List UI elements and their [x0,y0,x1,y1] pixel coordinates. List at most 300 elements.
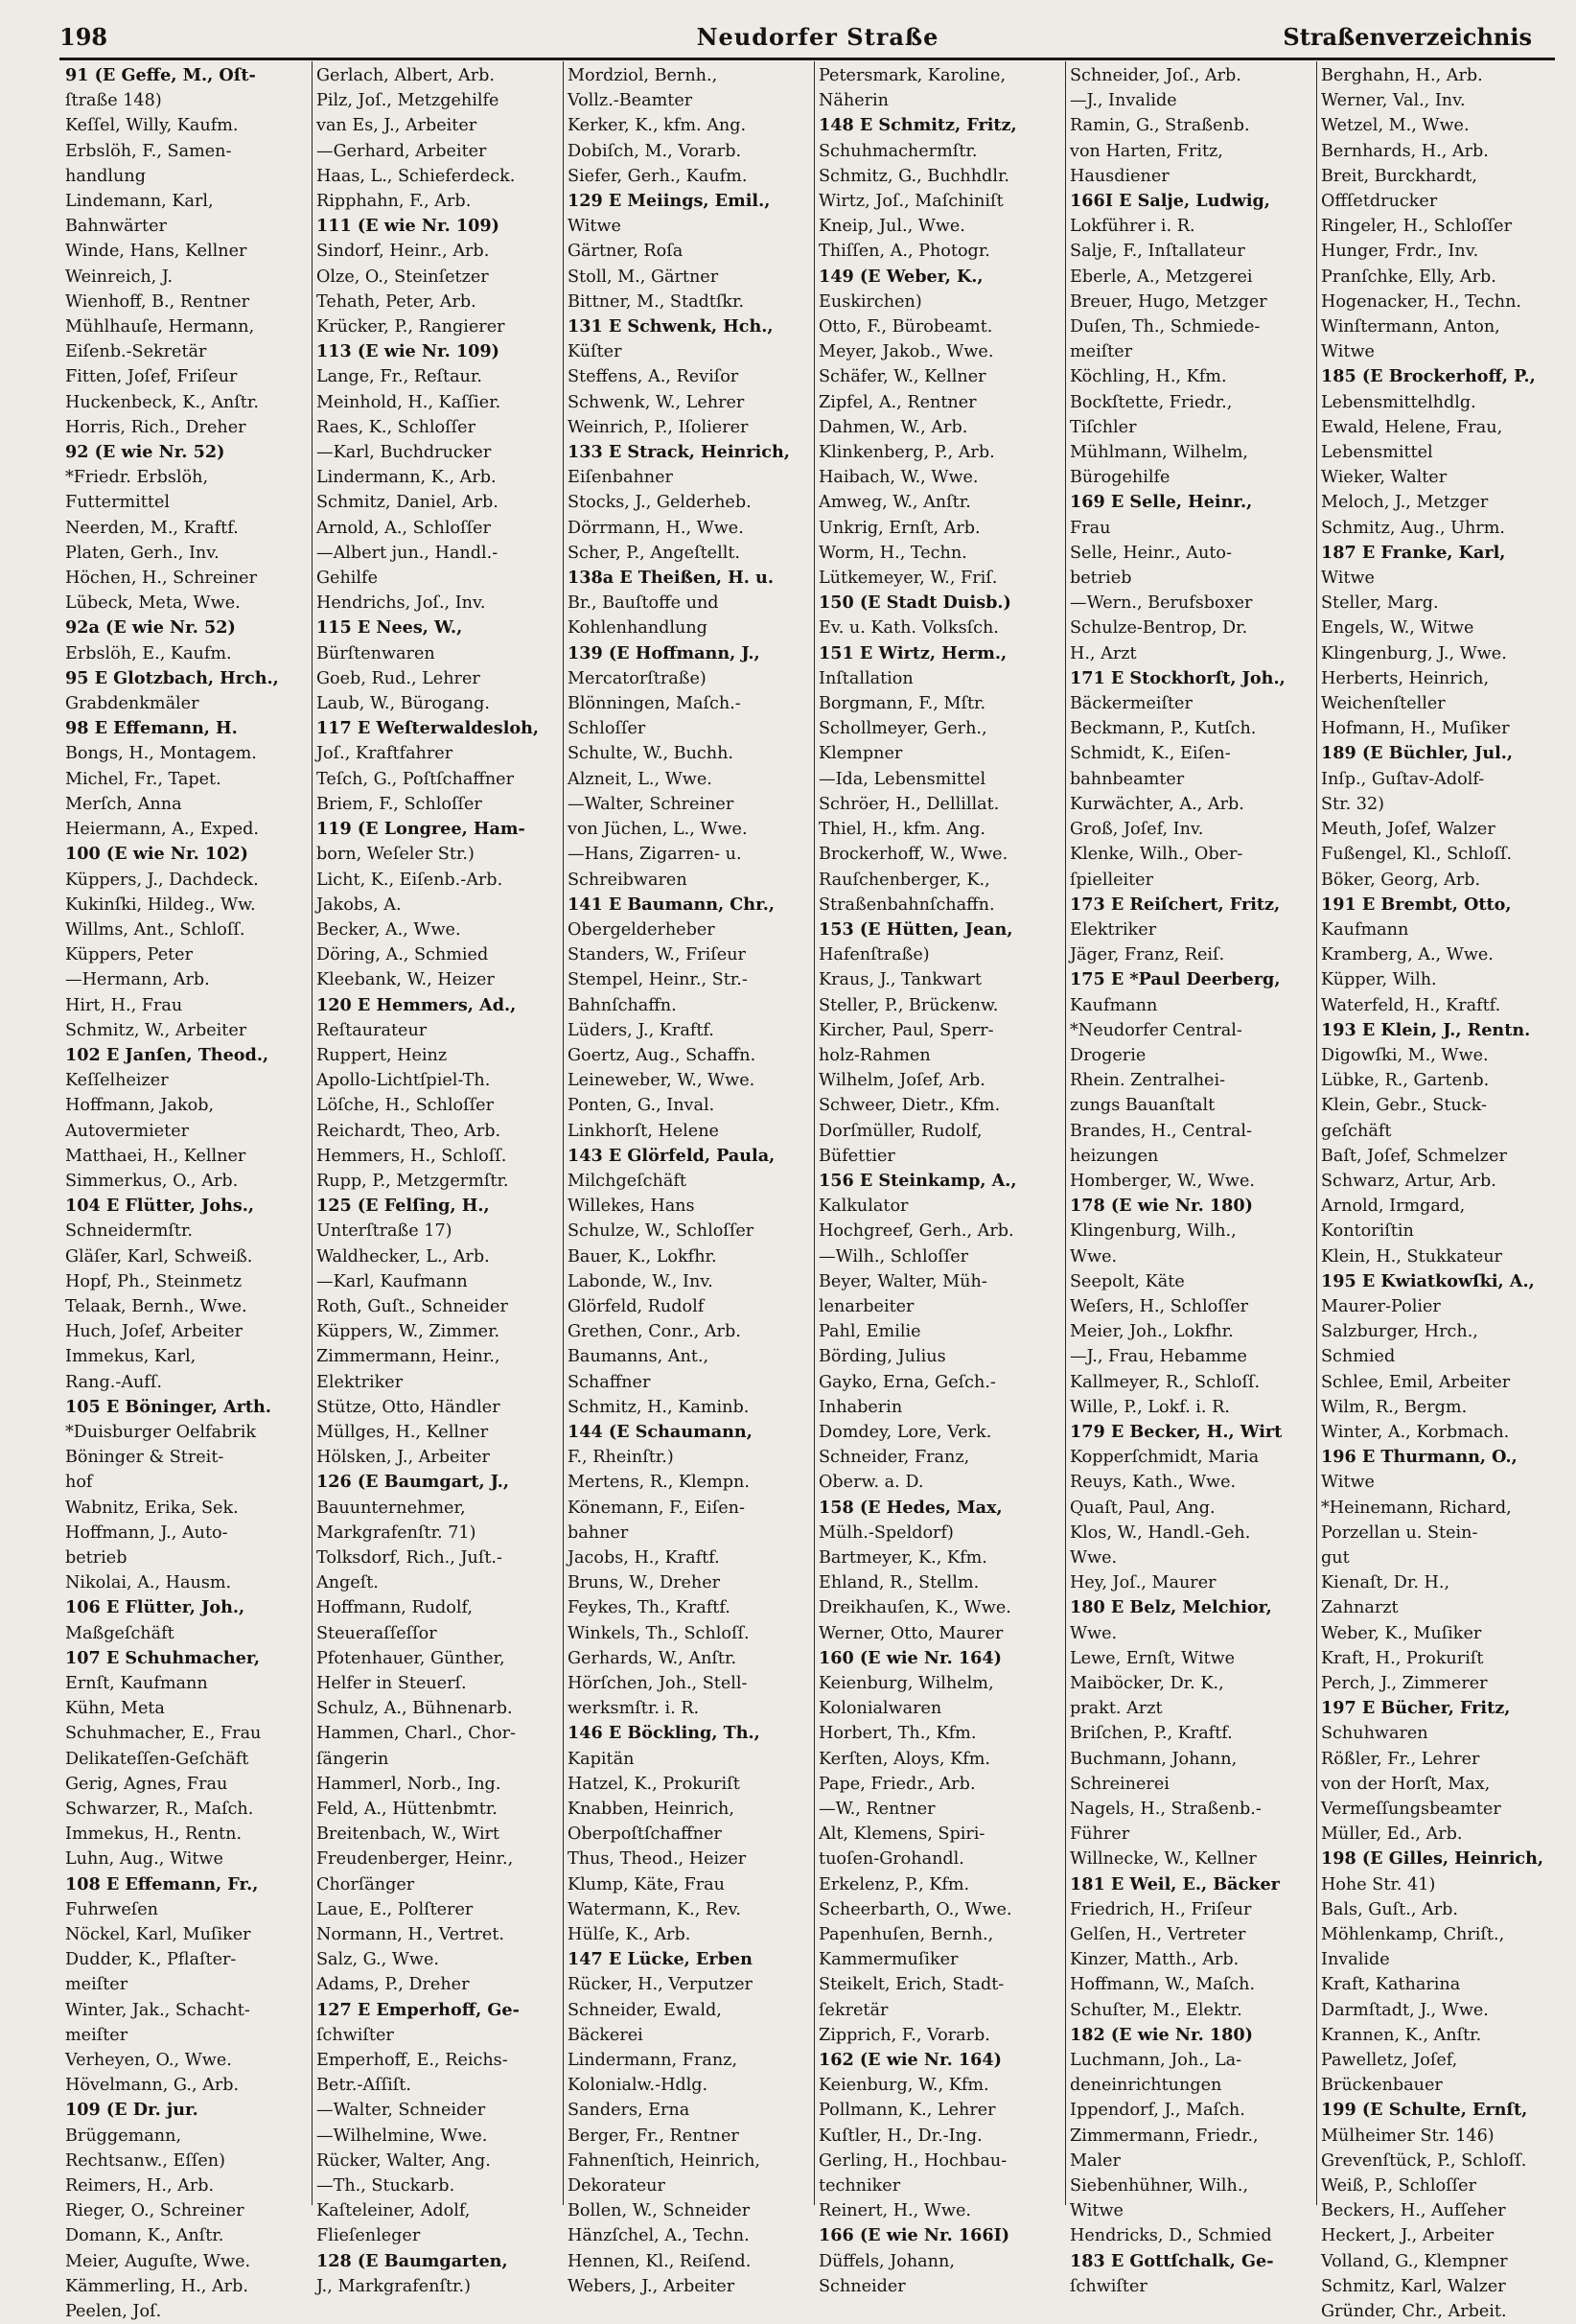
directory-entry: Nöckel, Karl, Muſiker [65,1925,251,1945]
directory-entry: Heiermann, A., Exped. [65,820,260,840]
directory-entry: Schuſter, M., Elektr. [1070,2000,1242,2020]
directory-entry: Tehath, Peter, Arb. [316,291,476,312]
directory-entry: Reimers, H., Arb. [65,2176,215,2196]
header-rule [59,58,1555,60]
directory-entry: Gelſen, H., Vertreter [1070,1925,1246,1945]
directory-entry: Hunger, Frdr., Inv. [1321,242,1479,262]
directory-entry: Werner, Otto, Maurer [819,1623,1004,1643]
directory-entry: Schreibwaren [568,870,687,890]
directory-entry: Schmied [1321,1347,1396,1367]
directory-entry: Kaufmann [1070,995,1158,1015]
directory-entry: Ramin, G., Straßenb. [1070,116,1250,136]
directory-entry: Zipprich, F., Vorarb. [819,2025,990,2045]
directory-entry: Küppers, J., Dachdeck. [65,870,259,890]
directory-entry: ſängerin [316,1749,389,1769]
directory-entry: Lüders, J., Kraftf. [568,1020,714,1040]
directory-entry: Lübke, R., Gartenb. [1321,1071,1490,1091]
directory-entry: Straßenbahnſchaffn. [819,895,995,915]
directory-entry: bahner [568,1522,629,1543]
directory-entry: Sindorf, Heinr., Arb. [316,242,490,262]
directory-entry: Ernſt, Kaufmann [65,1674,208,1693]
directory-entry: Drogerie [1070,1045,1147,1065]
directory-entry: Willnecke, W., Kellner [1070,1849,1257,1870]
directory-entry: Delikateſſen-Geſchäft [65,1749,249,1769]
directory-entry: 183 E Gottſchalk, Ge- [1070,2250,1274,2271]
directory-entry: 98 E Effemann, H. [65,718,238,739]
directory-entry: Quaſt, Paul, Ang. [1070,1498,1216,1518]
directory-entry: Grevenſtück, P., Schloſſ. [1321,2150,1527,2171]
directory-entry: Schuhmachermſtr. [819,141,978,161]
directory-entry: Wienhoff, B., Rentner [65,291,250,312]
directory-entry: Krücker, P., Rangierer [316,317,505,337]
directory-entry: Siefer, Gerh., Kaufm. [568,166,748,186]
directory-entry: Lokführer i. R. [1070,217,1195,237]
directory-entry: Maßgeſchäft [65,1623,174,1643]
directory-entry: Wilm, R., Bergm. [1321,1397,1468,1417]
directory-entry: Kircher, Paul, Sperr- [819,1020,994,1040]
directory-entry: Winſtermann, Anton, [1321,317,1500,337]
directory-entry: Engels, W., Witwe [1321,618,1474,639]
directory-entry: Schneidermſtr. [65,1221,194,1242]
directory-entry: 144 (E Schaumann, [568,1421,753,1442]
directory-entry: Ruppert, Heinz [316,1045,448,1065]
directory-entry: Offſetdrucker [1321,192,1438,212]
directory-entry: Breit, Burckhardt, [1321,166,1477,186]
directory-entry: Meier, Joh., Lokfhr. [1070,1322,1234,1342]
directory-entry: Inhaberin [819,1397,903,1417]
directory-entry: Breuer, Hugo, Metzger [1070,291,1267,312]
directory-entry: Breitenbach, W., Wirt [316,1824,499,1845]
directory-entry: Kaufmann [1321,919,1409,940]
directory-entry: Dörrmann, H., Wwe. [568,518,744,538]
directory-entry: Oberw. a. D. [819,1473,924,1493]
directory-entry: Markgrafenſtr. 71) [316,1522,476,1543]
directory-entry: —Karl, Buchdrucker [316,443,492,463]
directory-entry: 149 (E Weber, K., [819,266,984,287]
directory-entry: Führer [1070,1824,1130,1845]
directory-entry: Weiß, P., Schloſſer [1321,2176,1476,2196]
directory-entry: Raes, K., Schloſſer [316,417,475,437]
directory-entry: Arnold, A., Schloſſer [316,518,491,538]
directory-entry: Hammen, Charl., Chor- [316,1724,516,1744]
directory-entry: Gärtner, Roſa [568,242,684,262]
directory-entry: Hörſchen, Joh., Stell- [568,1674,748,1693]
directory-entry: van Es, J., Arbeiter [316,116,477,136]
directory-entry: Huch, Joſef, Arbeiter [65,1322,243,1342]
directory-entry: Jäger, Franz, Reiſ. [1070,945,1225,965]
directory-entry: Hoffmann, Rudolf, [316,1598,473,1618]
directory-entry: Apollo-Lichtſpiel-Th. [316,1071,491,1091]
directory-entry: Kleebank, W., Heizer [316,970,495,990]
directory-entry: Lindermann, Franz, [568,2051,738,2071]
directory-entry: Betr.-Aſſiſt. [316,2076,411,2096]
directory-entry: Luchmann, Joh., La- [1070,2051,1242,2071]
directory-entry: Wwe. [1070,1246,1118,1267]
directory-entry: Webers, J., Arbeiter [568,2276,735,2296]
directory-entry: Baſt, Joſef, Schmelzer [1321,1146,1507,1166]
directory-entry: 106 E Flütter, Joh., [65,1597,245,1618]
directory-entry: 143 E Glörfeld, Paula, [568,1145,776,1166]
directory-entry: Klos, W., Handl.-Geh. [1070,1522,1251,1543]
directory-entry: Selle, Heinr., Auto- [1070,543,1232,563]
directory-entry: Berghahn, H., Arb. [1321,66,1483,85]
directory-entry: 109 (E Dr. jur. [65,2100,198,2121]
directory-entry: Duſen, Th., Schmiede- [1070,317,1261,337]
directory-entry: Ev. u. Kath. Volksſch. [819,618,999,639]
directory-entry: Weſers, H., Schloſſer [1070,1296,1249,1316]
directory-entry: Hogenacker, H., Techn. [1321,291,1522,312]
directory-entry: Elektriker [1070,919,1157,940]
directory-entry: 91 (E Geffe, M., Oſt- [65,65,256,85]
directory-entry: Grabdenkmäler [65,694,199,714]
directory-entry: Börding, Julius [819,1347,946,1367]
directory-entry: Meloch, J., Metzger [1321,493,1489,513]
directory-entry: Inſp., Guſtav-Adolf- [1321,769,1485,789]
directory-entry: Br., Bauſtoffe und [568,593,719,614]
directory-entry: Schmidt, K., Eiſen- [1070,744,1231,764]
directory-entry: Volland, G., Klempner [1321,2251,1508,2271]
directory-entry: Thiſſen, A., Photogr. [819,242,990,262]
directory-entry: Leineweber, W., Wwe. [568,1071,755,1091]
directory-entry: Winter, Jak., Schacht- [65,2000,250,2020]
directory-entry: 102 E Janſen, Theod., [65,1044,269,1065]
directory-entry: Hövelmann, G., Arb. [65,2076,240,2096]
directory-entry: —Wilhelmine, Wwe. [316,2126,488,2146]
directory-entry: 185 (E Brockerhoff, P., [1321,366,1536,387]
directory-entry: Arnold, Irmgard, [1321,1197,1466,1217]
directory-entry: Schulte, W., Buchh. [568,744,734,764]
street-title: Neudorfer Straße [696,22,939,51]
directory-entry: prakt. Arzt [1070,1699,1163,1719]
directory-entry: Klingenburg, J., Wwe. [1321,643,1507,663]
directory-entry: born, Weſeler Str.) [316,845,475,865]
directory-entry: Standers, W., Friſeur [568,945,746,965]
directory-entry: Düffels, Johann, [819,2251,955,2271]
directory-entry: Schwenk, W., Lehrer [568,392,745,412]
column-1 [61,61,313,2322]
directory-entry: Keienburg, W., Kfm. [819,2076,989,2096]
directory-entry: 178 (E wie Nr. 180) [1070,1196,1253,1217]
directory-entry: Erkelenz, P., Kfm. [819,1874,970,1894]
directory-entry: Schmitz, G., Buchhdlr. [819,166,1010,186]
directory-entry: Bockſtette, Friedr., [1070,392,1233,412]
directory-entry: Ewald, Helene, Frau, [1321,417,1503,437]
directory-entry: Steller, Marg. [1321,593,1439,614]
directory-entry: —Hermann, Arb. [65,970,210,990]
directory-entry: Stempel, Heinr., Str.- [568,970,748,990]
directory-entry: Teſch, G., Poſtſchaffner [316,769,515,789]
directory-entry: Wwe. [1070,1623,1118,1643]
directory-entry: Porzellan u. Stein- [1321,1522,1478,1543]
directory-entry: 181 E Weil, E., Bäcker [1070,1873,1280,1894]
directory-entry: Klenke, Wilh., Ober- [1070,845,1243,865]
directory-entry: Bürogehilfe [1070,468,1170,488]
directory-entry: 95 E Glotzbach, Hrch., [65,667,279,688]
directory-entry: Unkrig, Ernſt, Arb. [819,518,981,538]
directory-entry: Buchmann, Johann, [1070,1749,1238,1769]
directory-entry: Schwarzer, R., Maſch. [65,1800,254,1820]
directory-entry: Salzburger, Hrch., [1321,1322,1478,1342]
directory-entry: Bollen, W., Schneider [568,2201,751,2221]
directory-entry: Euskirchen) [819,291,922,312]
directory-entry: 180 E Belz, Melchior, [1070,1597,1272,1618]
directory-entry: Horris, Rich., Dreher [65,417,246,437]
directory-entry: Oberpoſtſchaffner [568,1824,722,1845]
directory-entry: Kerſten, Aloys, Kfm. [819,1749,991,1769]
directory-entry: Mertens, R., Klempn. [568,1473,750,1493]
directory-entry: Pollmann, K., Lehrer [819,2101,996,2121]
directory-entry: betrieb [65,1547,127,1568]
directory-entry: Pawelletz, Joſef, [1321,2051,1458,2071]
directory-entry: Feykes, Th., Kraftf. [568,1598,730,1618]
directory-entry: Verheyen, O., Wwe. [65,2051,232,2071]
directory-entry: 169 E Selle, Heinr., [1070,492,1253,513]
directory-entry: Mercatorſtraße) [568,668,707,688]
directory-entry: Thus, Theod., Heizer [568,1849,747,1870]
directory-entry: Dahmen, W., Arb. [819,417,968,437]
directory-entry: —Walter, Schneider [316,2101,486,2121]
directory-entry: Kukinſki, Hildeg., Ww. [65,895,256,915]
directory-entry: Brückenbauer [1321,2076,1443,2096]
directory-entry: Wabnitz, Erika, Sek. [65,1498,239,1518]
directory-entry: Hammerl, Norb., Ing. [316,1774,501,1794]
directory-entry: Dudder, K., Pflaſter- [65,1950,237,1970]
directory-entry: Beyer, Walter, Müh- [819,1271,987,1291]
directory-entry: Rieger, O., Schreiner [65,2201,244,2221]
directory-entry: Telaak, Bernh., Wwe. [65,1296,247,1316]
column-6 [1317,61,1568,2322]
directory-entry: lenarbeiter [819,1296,915,1316]
directory-entry: 162 (E wie Nr. 164) [819,2050,1002,2071]
directory-entry: 128 (E Baumgarten, [316,2250,508,2271]
directory-entry: Invalide [1321,1950,1390,1970]
directory-entry: Beckmann, P., Kutſch. [1070,719,1257,739]
directory-entry: Schwarz, Artur, Arb. [1321,1171,1496,1191]
directory-entry: Chorſänger [316,1874,415,1894]
directory-entry: Merſch, Anna [65,794,182,814]
directory-entry: Eiſenb.-Sekretär [65,342,207,362]
directory-entry: ſchwiſter [1070,2276,1147,2296]
directory-entry: geſchäft [1321,1121,1392,1141]
directory-entry: Hopf, Ph., Steinmetz [65,1271,243,1291]
column-3 [564,61,815,2296]
directory-entry: Bruns, W., Dreher [568,1573,721,1593]
directory-entry: Böker, Georg, Arb. [1321,870,1481,890]
directory-entry: Luhn, Aug., Witwe [65,1849,223,1870]
directory-entry: Kraus, J., Tankwart [819,970,982,990]
directory-entry: Kerker, K., kfm. Ang. [568,116,747,136]
directory-entry: 151 E Wirtz, Herm., [819,642,1008,663]
directory-entry: Immekus, H., Rentn. [65,1824,243,1845]
directory-entry: —Wern., Berufsboxer [1070,593,1253,614]
directory-entry: Schaffner [568,1372,651,1392]
directory-entry: Küſter [568,342,622,362]
directory-entry: Bauer, K., Lokfhr. [568,1246,717,1267]
directory-entry: Küppers, W., Zimmer. [316,1322,500,1342]
directory-entry: 108 E Effemann, Fr., [65,1873,259,1894]
directory-entry: Waldhecker, L., Arb. [316,1246,490,1267]
directory-entry: Laub, W., Bürogang. [316,694,490,714]
directory-entry: Zimmermann, Heinr., [316,1347,500,1367]
directory-entry: Seepolt, Käte [1070,1271,1185,1291]
directory-entry: 126 (E Baumgart, J., [316,1472,509,1493]
directory-entry: —J., Frau, Hebamme [1070,1347,1247,1367]
directory-entry: Weber, K., Muſiker [1321,1623,1482,1643]
directory-entry: Mühlhauſe, Hermann, [65,317,255,337]
directory-entry: Erbslöh, F., Samen- [65,141,232,161]
directory-entry: Bürſtenwaren [316,643,435,663]
directory-entry: Küpper, Wilh. [1321,970,1437,990]
directory-entry: Groß, Joſef, Inv. [1070,820,1204,840]
directory-entry: werksmſtr. i. R. [568,1699,700,1719]
directory-entry: Bartmeyer, K., Kfm. [819,1547,987,1568]
directory-entry: Kienaſt, Dr. H., [1321,1573,1450,1593]
directory-entry: Michel, Fr., Tapet. [65,769,221,789]
directory-entry: Worm, H., Techn. [819,543,967,563]
page-header [59,17,1576,56]
directory-entry: Gayko, Erna, Geſch.- [819,1372,996,1392]
directory-entry: Bahnſchaffn. [568,995,677,1015]
directory-entry: Simmerkus, O., Arb. [65,1171,239,1191]
directory-entry: Beckers, H., Aufſeher [1321,2201,1506,2221]
directory-entry: H., Arzt [1070,643,1137,663]
directory-entry: *Heinemann, Richard, [1321,1498,1512,1518]
directory-entry: F., Rheinſtr.) [568,1448,674,1468]
directory-entry: Kolonialwaren [819,1699,942,1719]
directory-entry: Horbert, Th., Kfm. [819,1724,977,1744]
directory-entry: 175 E *Paul Deerberg, [1070,969,1281,990]
directory-entry: von Jüchen, L., Wwe. [568,820,748,840]
directory-entry: 147 E Lücke, Erben [568,1949,753,1970]
directory-entry: Näherin [819,91,889,111]
directory-entry: Schmitz, Karl, Walzer [1321,2276,1506,2296]
directory-entry: Kinzer, Matth., Arb. [1070,1950,1240,1970]
directory-entry: Gerling, H., Hochbau- [819,2150,1008,2171]
directory-entry: Rauſchenberger, K., [819,870,990,890]
directory-entry: Schweer, Dietr., Kfm. [819,1096,1001,1116]
directory-entry: Witwe [1321,1473,1375,1493]
directory-entry: Adams, P., Dreher [316,1975,470,1995]
directory-entry: Kuſtler, H., Dr.-Ing. [819,2126,983,2146]
directory-entry: Hohe Str. 41) [1321,1874,1436,1894]
directory-entry: Brandes, H., Central- [1070,1121,1252,1141]
directory-entry: Schollmeyer, Gerh., [819,719,987,739]
directory-entry: Zipfel, A., Rentner [819,392,977,412]
directory-entry: Berger, Fr., Rentner [568,2126,739,2146]
directory-entry: Hausdiener [1070,166,1170,186]
directory-entry: ſtraße 148) [65,91,162,111]
directory-entry: Lütkemeyer, W., Friſ. [819,569,998,589]
directory-entry: Maler [1070,2150,1121,2171]
directory-entry: Pranſchke, Elly, Arb. [1321,267,1496,287]
directory-entry: Schneider, Franz, [819,1448,970,1468]
directory-entry: Stütze, Otto, Händler [316,1397,500,1417]
directory-entry: Küppers, Peter [65,945,194,965]
directory-entry: Schneider, Joſ., Arb. [1070,66,1241,85]
directory-entry: Joſ., Kraftfahrer [316,744,453,764]
directory-entry: Laue, E., Polſterer [316,1899,474,1919]
directory-entry: Rößler, Fr., Lehrer [1321,1749,1480,1769]
directory-entry: —Walter, Schreiner [568,794,734,814]
directory-entry: Gehilfe [316,569,378,589]
directory-entry: Str. 32) [1321,794,1385,814]
directory-entry: Jacobs, H., Kraftf. [568,1547,720,1568]
directory-entry: Becker, A., Wwe. [316,919,461,940]
directory-entry: Briſchen, P., Kraftf. [1070,1724,1233,1744]
directory-entry: Mordziol, Bernh., [568,66,718,85]
directory-entry: Jakobs, A. [316,895,402,915]
directory-entry: Müllges, H., Kellner [316,1422,489,1442]
directory-entry: handlung [65,166,146,186]
directory-entry: Helfer in Steuerſ. [316,1674,467,1693]
directory-entry: Heckert, J., Arbeiter [1321,2226,1495,2246]
directory-entry: Haibach, W., Wwe. [819,468,979,488]
section-title: Straßenverzeichnis [1283,22,1532,51]
directory-entry: Hendricks, D., Schmied [1070,2226,1272,2246]
directory-entry: Steller, P., Brückenw. [819,995,999,1015]
directory-entry: 100 (E wie Nr. 102) [65,844,248,865]
directory-entry: Lindemann, Karl, [65,192,214,212]
directory-entry: Mülh.-Speldorf) [819,1522,954,1543]
directory-entry: Tolksdorf, Rich., Juſt.- [316,1547,502,1568]
directory-entry: Goeb, Rud., Lehrer [316,668,480,688]
directory-entry: Schäfer, W., Kellner [819,367,986,387]
directory-entry: Gerhards, W., Anſtr. [568,1648,737,1668]
directory-entry: Milchgeſchäft [568,1171,686,1191]
directory-entry: Papenhuſen, Bernh., [819,1925,994,1945]
directory-entry: gut [1321,1547,1350,1568]
directory-entry: Platen, Gerh., Inv. [65,543,220,563]
directory-entry: 92a (E wie Nr. 52) [65,617,236,639]
directory-entry: Löſche, H., Schloſſer [316,1096,494,1116]
directory-entry: Bahnwärter [65,217,167,237]
directory-entry: Homberger, W., Wwe. [1070,1171,1255,1191]
directory-entry: 198 (E Gilles, Heinrich, [1321,1848,1544,1870]
directory-entry: 107 E Schuhmacher, [65,1647,261,1668]
directory-entry: Eberle, A., Metzgerei [1070,267,1253,287]
directory-entry: Kühn, Meta [65,1699,165,1719]
directory-entry: Maiböcker, Dr. K., [1070,1674,1224,1693]
directory-entry: Ripphahn, F., Arb. [316,192,472,212]
directory-entry: Stoll, M., Gärtner [568,267,719,287]
directory-entry: Borgmann, F., Mſtr. [819,694,986,714]
directory-entry: Gerlach, Albert, Arb. [316,66,496,85]
directory-entry: Hoffmann, Jakob, [65,1096,215,1116]
directory-entry: von der Horſt, Max, [1321,1774,1491,1794]
directory-entry: 129 E Meiings, Emil., [568,191,771,212]
directory-entry: Watermann, K., Rev. [568,1899,741,1919]
directory-entry: 105 E Böninger, Arth. [65,1396,271,1417]
directory-entry: —J., Invalide [1070,91,1177,111]
directory-entry: Werner, Val., Inv. [1321,91,1466,111]
directory-entry: Hänzſchel, A., Techn. [568,2226,750,2246]
directory-entry: 138a E Theißen, H. u. [568,568,774,589]
directory-entry: Hemmers, H., Schloſſ. [316,1146,507,1166]
directory-entry: Schloſſer [568,719,646,739]
directory-entry: Otto, F., Bürobeamt. [819,317,993,337]
directory-entry: Roth, Guſt., Schneider [316,1296,508,1316]
directory-entry: Brockerhoff, W., Wwe. [819,845,1008,865]
directory-entry: Kapitän [568,1749,635,1769]
directory-entry: 196 E Thurmann, O., [1321,1447,1518,1468]
directory-entry: —Karl, Kaufmann [316,1271,468,1291]
directory-entry: Angeſt. [316,1573,379,1593]
directory-entry: Kramberg, A., Wwe. [1321,945,1494,965]
directory-entry: Weichenſteller [1321,694,1446,714]
directory-entry: Immekus, Karl, [65,1347,197,1367]
directory-entry: Büfettier [819,1146,895,1166]
directory-entry: zungs Bauanſtalt [1070,1096,1216,1116]
